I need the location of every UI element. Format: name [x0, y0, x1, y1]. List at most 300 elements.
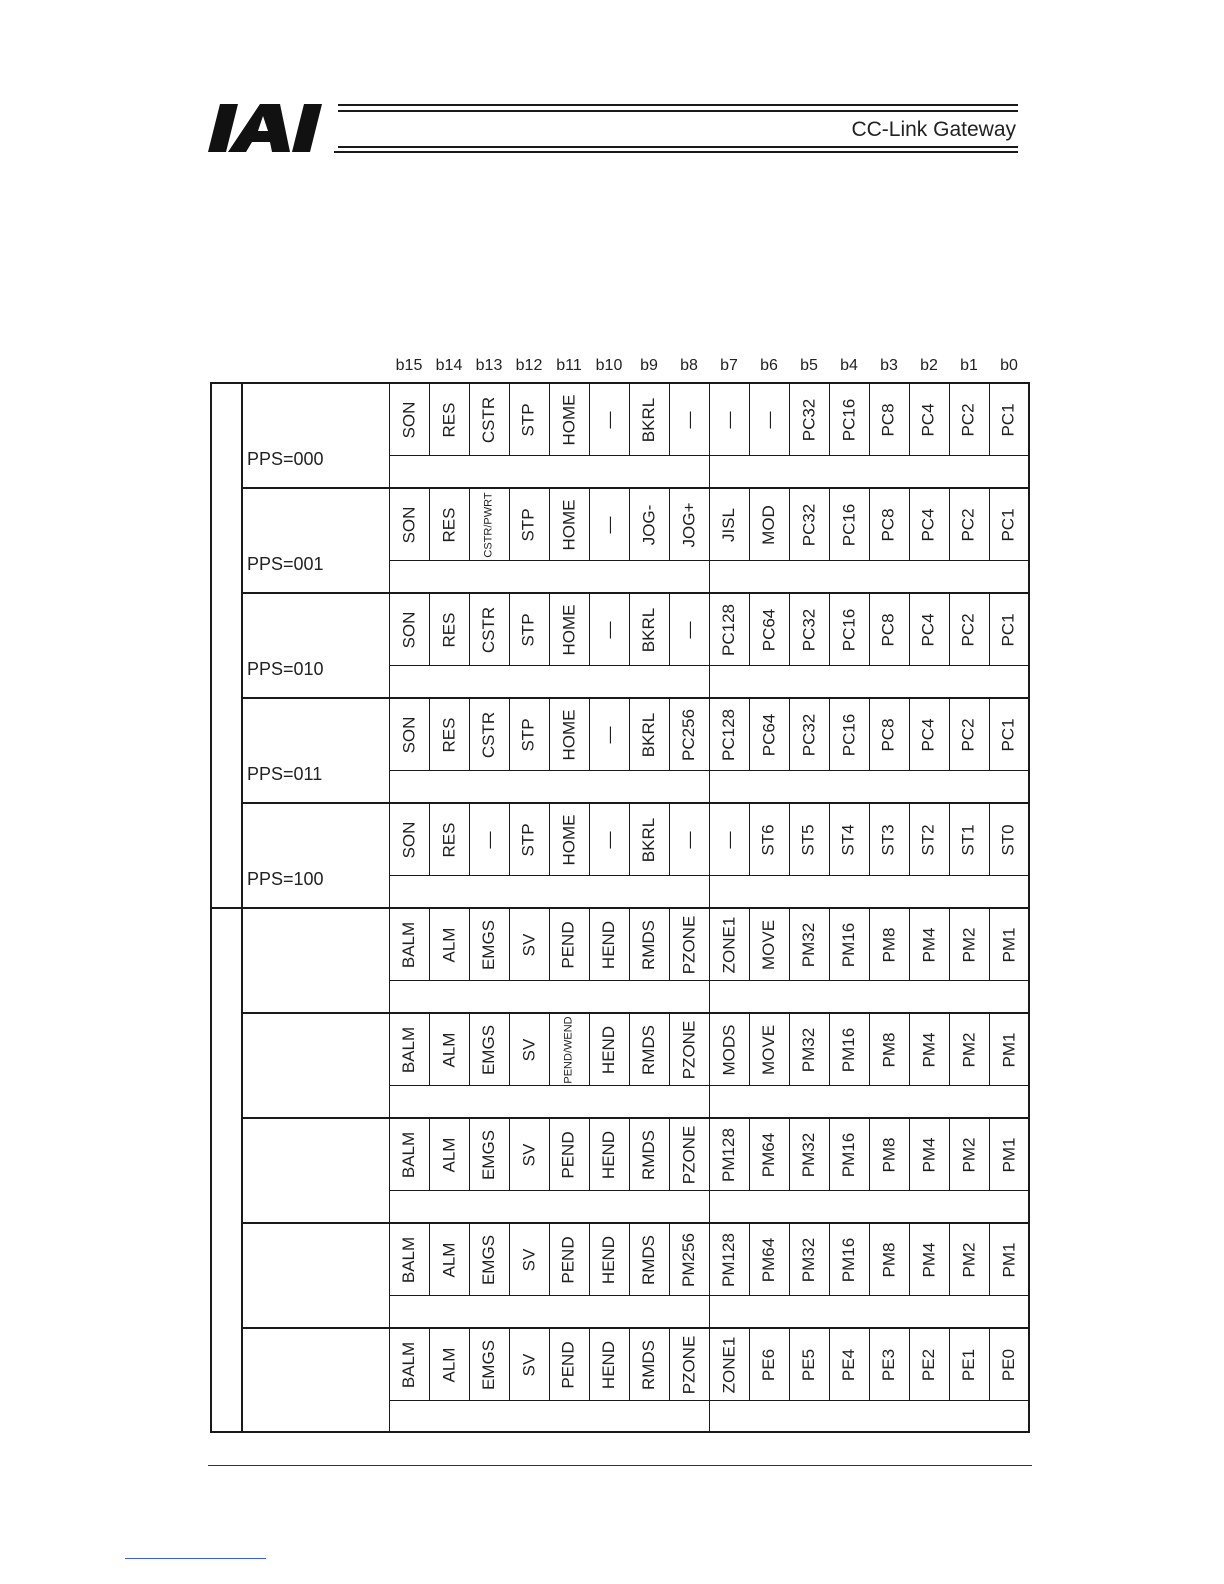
cell-divider	[429, 1012, 430, 1085]
bit-signal-label: BKRL	[639, 397, 659, 442]
bit-cell-b4	[829, 1329, 869, 1400]
bit-header-b2: b2	[920, 357, 938, 374]
cell-divider	[989, 907, 990, 980]
bit-cell-b2	[909, 909, 949, 980]
bit-cell-b3	[869, 384, 909, 455]
bit-signal-label: RES	[439, 717, 458, 752]
cell-divider	[829, 802, 830, 875]
bit-cell-b7	[709, 1119, 749, 1190]
bit-signal-label: HEND	[599, 1025, 619, 1074]
bit-signal-label: PE4	[838, 1348, 858, 1381]
cell-divider	[869, 1012, 870, 1085]
bit-cell-b5	[789, 489, 829, 560]
bit-cell-b11	[549, 699, 589, 770]
cell-divider	[549, 1117, 550, 1190]
cell-divider	[429, 1222, 430, 1295]
bit-cell-b12	[509, 1329, 549, 1400]
bit-cell-b1	[949, 804, 989, 875]
cell-divider	[429, 487, 430, 560]
cell-divider	[749, 382, 750, 455]
bit-signal-label: ST4	[839, 823, 858, 856]
cell-divider	[589, 1117, 590, 1190]
bit-cell-b12	[509, 1119, 549, 1190]
cell-divider	[709, 382, 710, 455]
bit-cell-b6	[749, 804, 789, 875]
frame-group-divider	[241, 382, 243, 1432]
bit-cell-b1	[949, 699, 989, 770]
bit-signal-label: PM32	[799, 1237, 819, 1282]
row-separator	[241, 487, 1030, 489]
cell-divider	[669, 382, 670, 455]
bit-signal-label: BALM	[399, 1341, 419, 1388]
bit-cell-b10	[589, 804, 629, 875]
bit-signal-label: HOME	[559, 604, 578, 655]
bit-signal-label: PE1	[958, 1348, 978, 1381]
cell-divider	[789, 1222, 790, 1295]
cell-divider	[709, 487, 710, 560]
bit-cell-b5	[789, 384, 829, 455]
bit-signal-label: RMDS	[639, 1129, 658, 1180]
bit-cell-b1	[949, 909, 989, 980]
cell-divider	[509, 1117, 510, 1190]
bit-cell-b10	[589, 699, 629, 770]
bit-signal-label: PM4	[919, 1137, 938, 1172]
cell-divider	[429, 382, 430, 455]
bit-cell-b1	[949, 1014, 989, 1085]
cell-divider	[429, 1327, 430, 1400]
bit-signal-label: ALM	[439, 1347, 458, 1382]
bit-cell-b5	[789, 1119, 829, 1190]
bit-cell-b15	[389, 699, 429, 770]
cell-divider	[549, 907, 550, 980]
cell-divider	[989, 1327, 990, 1400]
bit-signal-label: PEND	[559, 1235, 579, 1284]
bit-cell-b9	[629, 384, 669, 455]
bit-cell-b8	[669, 1119, 709, 1190]
cell-divider	[469, 592, 470, 665]
bit-cell-b14	[429, 489, 469, 560]
bit-signal-label: HEND	[599, 1235, 619, 1284]
bit-signal-label: CSTR	[479, 606, 498, 653]
bit-cell-b2	[909, 1224, 949, 1295]
bit-signal-label: MODS	[719, 1024, 738, 1075]
cell-divider	[469, 802, 470, 875]
bit-cell-b7	[709, 489, 749, 560]
bit-cell-b8	[669, 1014, 709, 1085]
cell-divider	[829, 592, 830, 665]
bit-header-b14: b14	[435, 357, 463, 374]
bit-signal-label: STP	[519, 507, 538, 542]
cell-divider	[749, 802, 750, 875]
bit-signal-label: PM16	[839, 1237, 859, 1282]
bit-cell-b0	[989, 1014, 1029, 1085]
bit-signal-label: SON	[399, 506, 418, 543]
bit-cell-b8	[669, 804, 709, 875]
bit-signal-label: PC1	[998, 717, 1018, 752]
cell-divider	[469, 907, 470, 980]
bit-cell-b0	[989, 804, 1029, 875]
subrow-separator	[389, 770, 1029, 771]
cell-divider	[549, 487, 550, 560]
bit-signal-label: —	[599, 411, 618, 428]
bit-signal-label: SV	[519, 1353, 538, 1376]
frame-top	[210, 382, 1030, 384]
bit-signal-label: ZONE1	[719, 916, 738, 973]
bit-signal-label: HOME	[559, 394, 578, 445]
cell-divider	[469, 1117, 470, 1190]
bit-signal-label: ST2	[919, 823, 938, 856]
bit-cell-b0	[989, 384, 1029, 455]
row-separator	[241, 1222, 1030, 1224]
cell-divider	[949, 907, 950, 980]
bit-signal-label: PM8	[879, 1032, 898, 1067]
cell-divider	[509, 382, 510, 455]
bit-signal-label: PC4	[918, 717, 938, 752]
bit-signal-label: PEND	[559, 1130, 579, 1179]
cell-divider	[509, 487, 510, 560]
bit-signal-label: —	[679, 831, 698, 848]
bit-cell-b10	[589, 909, 629, 980]
cell-divider	[709, 1222, 710, 1295]
bit-signal-label: ALM	[439, 1032, 458, 1067]
cell-divider	[829, 382, 830, 455]
bit-signal-label: PE2	[918, 1348, 938, 1381]
cell-divider	[749, 697, 750, 770]
bit-signal-label: CSTR/PWRT	[483, 491, 495, 558]
bit-signal-label: PM2	[959, 1032, 978, 1067]
bit-signal-label: PE5	[798, 1348, 818, 1381]
header-rule-top	[338, 104, 1018, 106]
bit-signal-label: HEND	[599, 1340, 619, 1389]
bit-signal-label: PC1	[998, 612, 1018, 647]
bit-cell-b4	[829, 384, 869, 455]
bit-cell-b1	[949, 1224, 989, 1295]
bit-signal-label: RES	[439, 507, 458, 542]
bit-cell-b5	[789, 1014, 829, 1085]
subrow-separator	[389, 1190, 1029, 1191]
cell-divider	[829, 697, 830, 770]
cell-divider	[549, 382, 550, 455]
cell-divider	[589, 487, 590, 560]
cell-divider	[989, 802, 990, 875]
cell-divider	[589, 907, 590, 980]
bit-signal-label: PC8	[878, 717, 898, 752]
frame-label-divider	[389, 382, 390, 1432]
bit-signal-label: PM4	[919, 927, 938, 962]
bit-cell-b15	[389, 804, 429, 875]
bit-cell-b6	[749, 594, 789, 665]
cell-divider	[869, 1327, 870, 1400]
bit-cell-b4	[829, 1014, 869, 1085]
bit-signal-label: PZONE	[679, 1125, 698, 1184]
bit-cell-b2	[909, 699, 949, 770]
bit-header-b8: b8	[680, 357, 698, 374]
cell-divider	[909, 592, 910, 665]
cell-divider	[869, 382, 870, 455]
bit-signal-label: RES	[439, 402, 458, 437]
cell-divider	[789, 1117, 790, 1190]
bit-cell-b1	[949, 594, 989, 665]
bit-cell-b11	[549, 804, 589, 875]
cell-divider	[909, 1117, 910, 1190]
bit-signal-label: SV	[519, 1038, 538, 1061]
bit-signal-label: —	[719, 411, 738, 428]
bit-cell-b7	[709, 909, 749, 980]
bit-signal-label: SV	[519, 1248, 538, 1271]
bit-signal-label: PZONE	[679, 915, 698, 974]
cell-divider	[749, 907, 750, 980]
cell-divider	[829, 907, 830, 980]
bit-cell-b11	[549, 489, 589, 560]
bit-signal-label: PC32	[799, 608, 818, 651]
row-separator	[241, 592, 1030, 594]
cell-divider	[909, 487, 910, 560]
subrow-separator	[389, 875, 1029, 876]
bit-signal-label: EMGS	[479, 919, 498, 970]
pps-label-2: PPS=010	[247, 659, 324, 679]
cell-divider	[869, 592, 870, 665]
bit-cell-b14	[429, 1224, 469, 1295]
bit-signal-label: —	[719, 831, 738, 848]
bit-signal-label: PC64	[759, 713, 778, 756]
cell-divider	[789, 592, 790, 665]
bit-cell-b6	[749, 1224, 789, 1295]
bit-cell-b15	[389, 1329, 429, 1400]
cell-divider	[589, 802, 590, 875]
bit-signal-label: ST1	[959, 823, 978, 856]
pps-label-4: PPS=100	[247, 869, 324, 889]
bit-cell-b14	[429, 384, 469, 455]
cell-divider	[429, 802, 430, 875]
row-separator	[241, 802, 1030, 804]
bit-cell-b9	[629, 1014, 669, 1085]
bit-signal-label: PC32	[799, 713, 818, 756]
bit-cell-b9	[629, 699, 669, 770]
bit-cell-b4	[829, 804, 869, 875]
cell-divider	[589, 592, 590, 665]
bit-cell-b8	[669, 1224, 709, 1295]
cell-divider	[429, 907, 430, 980]
cell-divider	[789, 802, 790, 875]
bit-signal-label: PM4	[919, 1242, 938, 1277]
bit-cell-b6	[749, 1119, 789, 1190]
cell-divider	[669, 487, 670, 560]
bit-signal-label: PC16	[839, 608, 858, 651]
bit-cell-b9	[629, 804, 669, 875]
row-separator	[241, 1117, 1030, 1119]
cell-divider	[989, 382, 990, 455]
bit-signal-label: —	[599, 621, 618, 638]
bit-cell-b0	[989, 699, 1029, 770]
bit-signal-label: PE3	[878, 1348, 898, 1381]
cell-divider	[869, 487, 870, 560]
bit-cell-b6	[749, 909, 789, 980]
bit-signal-label: PM8	[879, 927, 898, 962]
bit-cell-b2	[909, 489, 949, 560]
subrow-half-divider	[709, 1400, 710, 1432]
cell-divider	[869, 1117, 870, 1190]
bit-cell-b0	[989, 1329, 1029, 1400]
bit-cell-b8	[669, 489, 709, 560]
pps-label-3: PPS=011	[247, 764, 323, 784]
cell-divider	[669, 1327, 670, 1400]
subrow-separator	[389, 1085, 1029, 1086]
bit-cell-b10	[589, 594, 629, 665]
bit-signal-label: HOME	[559, 499, 578, 550]
bit-signal-label: EMGS	[479, 1339, 498, 1390]
cell-divider	[949, 802, 950, 875]
bit-signal-label: PM128	[719, 1232, 738, 1287]
bit-cell-b1	[949, 1329, 989, 1400]
bit-cell-b13	[469, 1119, 509, 1190]
cell-divider	[949, 1327, 950, 1400]
bit-signal-label: PM1	[999, 1242, 1018, 1277]
row-separator	[241, 1012, 1030, 1014]
bit-signal-label: ALM	[439, 927, 458, 962]
bit-cell-b2	[909, 1014, 949, 1085]
bit-cell-b1	[949, 1119, 989, 1190]
bit-cell-b7	[709, 804, 749, 875]
subrow-half-divider	[709, 980, 710, 1012]
bit-signal-label: PM64	[759, 1132, 779, 1177]
bit-signal-label: PC1	[998, 402, 1018, 437]
subrow-half-divider	[709, 560, 710, 592]
bit-cell-b2	[909, 384, 949, 455]
bit-signal-label: PC8	[878, 507, 898, 542]
cell-divider	[909, 907, 910, 980]
bit-cell-b12	[509, 384, 549, 455]
bit-cell-b3	[869, 804, 909, 875]
cell-divider	[909, 697, 910, 770]
bit-signal-label: RMDS	[639, 1339, 658, 1390]
cell-divider	[669, 802, 670, 875]
bit-cell-b4	[829, 594, 869, 665]
bit-signal-label: PZONE	[679, 1020, 698, 1079]
subrow-half-divider	[709, 1190, 710, 1222]
bit-cell-b4	[829, 489, 869, 560]
bit-signal-label: PC4	[918, 402, 938, 437]
bit-signal-label: HEND	[599, 1130, 619, 1179]
cell-divider	[789, 1012, 790, 1085]
bit-cell-b7	[709, 1329, 749, 1400]
bit-signal-label: PE6	[758, 1348, 778, 1381]
bit-cell-b11	[549, 1329, 589, 1400]
bit-signal-label: CSTR	[479, 711, 498, 758]
bit-cell-b4	[829, 909, 869, 980]
bit-cell-b7	[709, 594, 749, 665]
bit-cell-b13	[469, 594, 509, 665]
bit-cell-b3	[869, 594, 909, 665]
bit-signal-label: PC1	[998, 507, 1018, 542]
bit-signal-label: PC16	[839, 398, 858, 441]
bit-cell-b11	[549, 1119, 589, 1190]
bit-cell-b14	[429, 1329, 469, 1400]
cell-divider	[869, 697, 870, 770]
bit-cell-b7	[709, 384, 749, 455]
bit-signal-label: PC16	[839, 503, 858, 546]
bit-cell-b6	[749, 699, 789, 770]
bit-signal-label: PC2	[958, 612, 978, 647]
bit-cell-b4	[829, 1224, 869, 1295]
cell-divider	[669, 1117, 670, 1190]
bit-signal-label: BALM	[399, 921, 419, 968]
bit-cell-b10	[589, 384, 629, 455]
subrow-separator	[389, 455, 1029, 456]
bit-cell-b9	[629, 594, 669, 665]
cell-divider	[909, 1012, 910, 1085]
bit-header-b4: b4	[840, 357, 858, 374]
bit-signal-label: STP	[519, 402, 538, 437]
cell-divider	[469, 697, 470, 770]
bit-cell-b8	[669, 909, 709, 980]
cell-divider	[949, 487, 950, 560]
bit-signal-label: HOME	[559, 709, 578, 760]
cell-divider	[429, 1117, 430, 1190]
subrow-half-divider	[709, 875, 710, 907]
cell-divider	[589, 1327, 590, 1400]
bit-signal-label: ALM	[439, 1137, 458, 1172]
bit-signal-label: SV	[519, 1143, 538, 1166]
bit-signal-label: PC4	[918, 507, 938, 542]
bit-cell-b13	[469, 1224, 509, 1295]
bit-header-b9: b9	[640, 357, 658, 374]
cell-divider	[549, 1327, 550, 1400]
bit-cell-b2	[909, 1329, 949, 1400]
bit-cell-b12	[509, 909, 549, 980]
bit-signal-label: PM64	[759, 1237, 779, 1282]
bit-header-b10: b10	[595, 357, 623, 374]
bit-cell-b4	[829, 1119, 869, 1190]
cell-divider	[429, 697, 430, 770]
bit-cell-b11	[549, 594, 589, 665]
subrow-half-divider	[709, 1295, 710, 1327]
cell-divider	[629, 907, 630, 980]
bit-signal-label: BKRL	[639, 712, 659, 757]
cell-divider	[469, 487, 470, 560]
bit-cell-b0	[989, 909, 1029, 980]
bit-signal-label: —	[599, 831, 618, 848]
cell-divider	[989, 1222, 990, 1295]
bit-cell-b15	[389, 1119, 429, 1190]
cell-divider	[749, 487, 750, 560]
bit-signal-label: PM1	[999, 1137, 1018, 1172]
bit-signal-label: HOME	[559, 814, 578, 865]
cell-divider	[909, 1327, 910, 1400]
bit-signal-label: PEND	[559, 920, 579, 969]
cell-divider	[789, 487, 790, 560]
bit-signal-label: EMGS	[479, 1024, 498, 1075]
cell-divider	[829, 1012, 830, 1085]
bit-cell-b10	[589, 489, 629, 560]
cell-divider	[949, 697, 950, 770]
cell-divider	[509, 907, 510, 980]
bit-cell-b5	[789, 804, 829, 875]
bit-signal-label: JISL	[719, 507, 738, 542]
bit-cell-b9	[629, 1119, 669, 1190]
bit-signal-label: PC32	[799, 503, 818, 546]
cell-divider	[829, 1117, 830, 1190]
bit-signal-label: PM8	[879, 1242, 898, 1277]
cell-divider	[789, 1327, 790, 1400]
bit-cell-b9	[629, 1224, 669, 1295]
cell-divider	[509, 1012, 510, 1085]
cell-divider	[709, 1327, 710, 1400]
bit-cell-b6	[749, 384, 789, 455]
bit-signal-label: MOVE	[759, 1024, 778, 1075]
bit-signal-label: EMGS	[479, 1234, 498, 1285]
bit-cell-b9	[629, 909, 669, 980]
cell-divider	[669, 907, 670, 980]
